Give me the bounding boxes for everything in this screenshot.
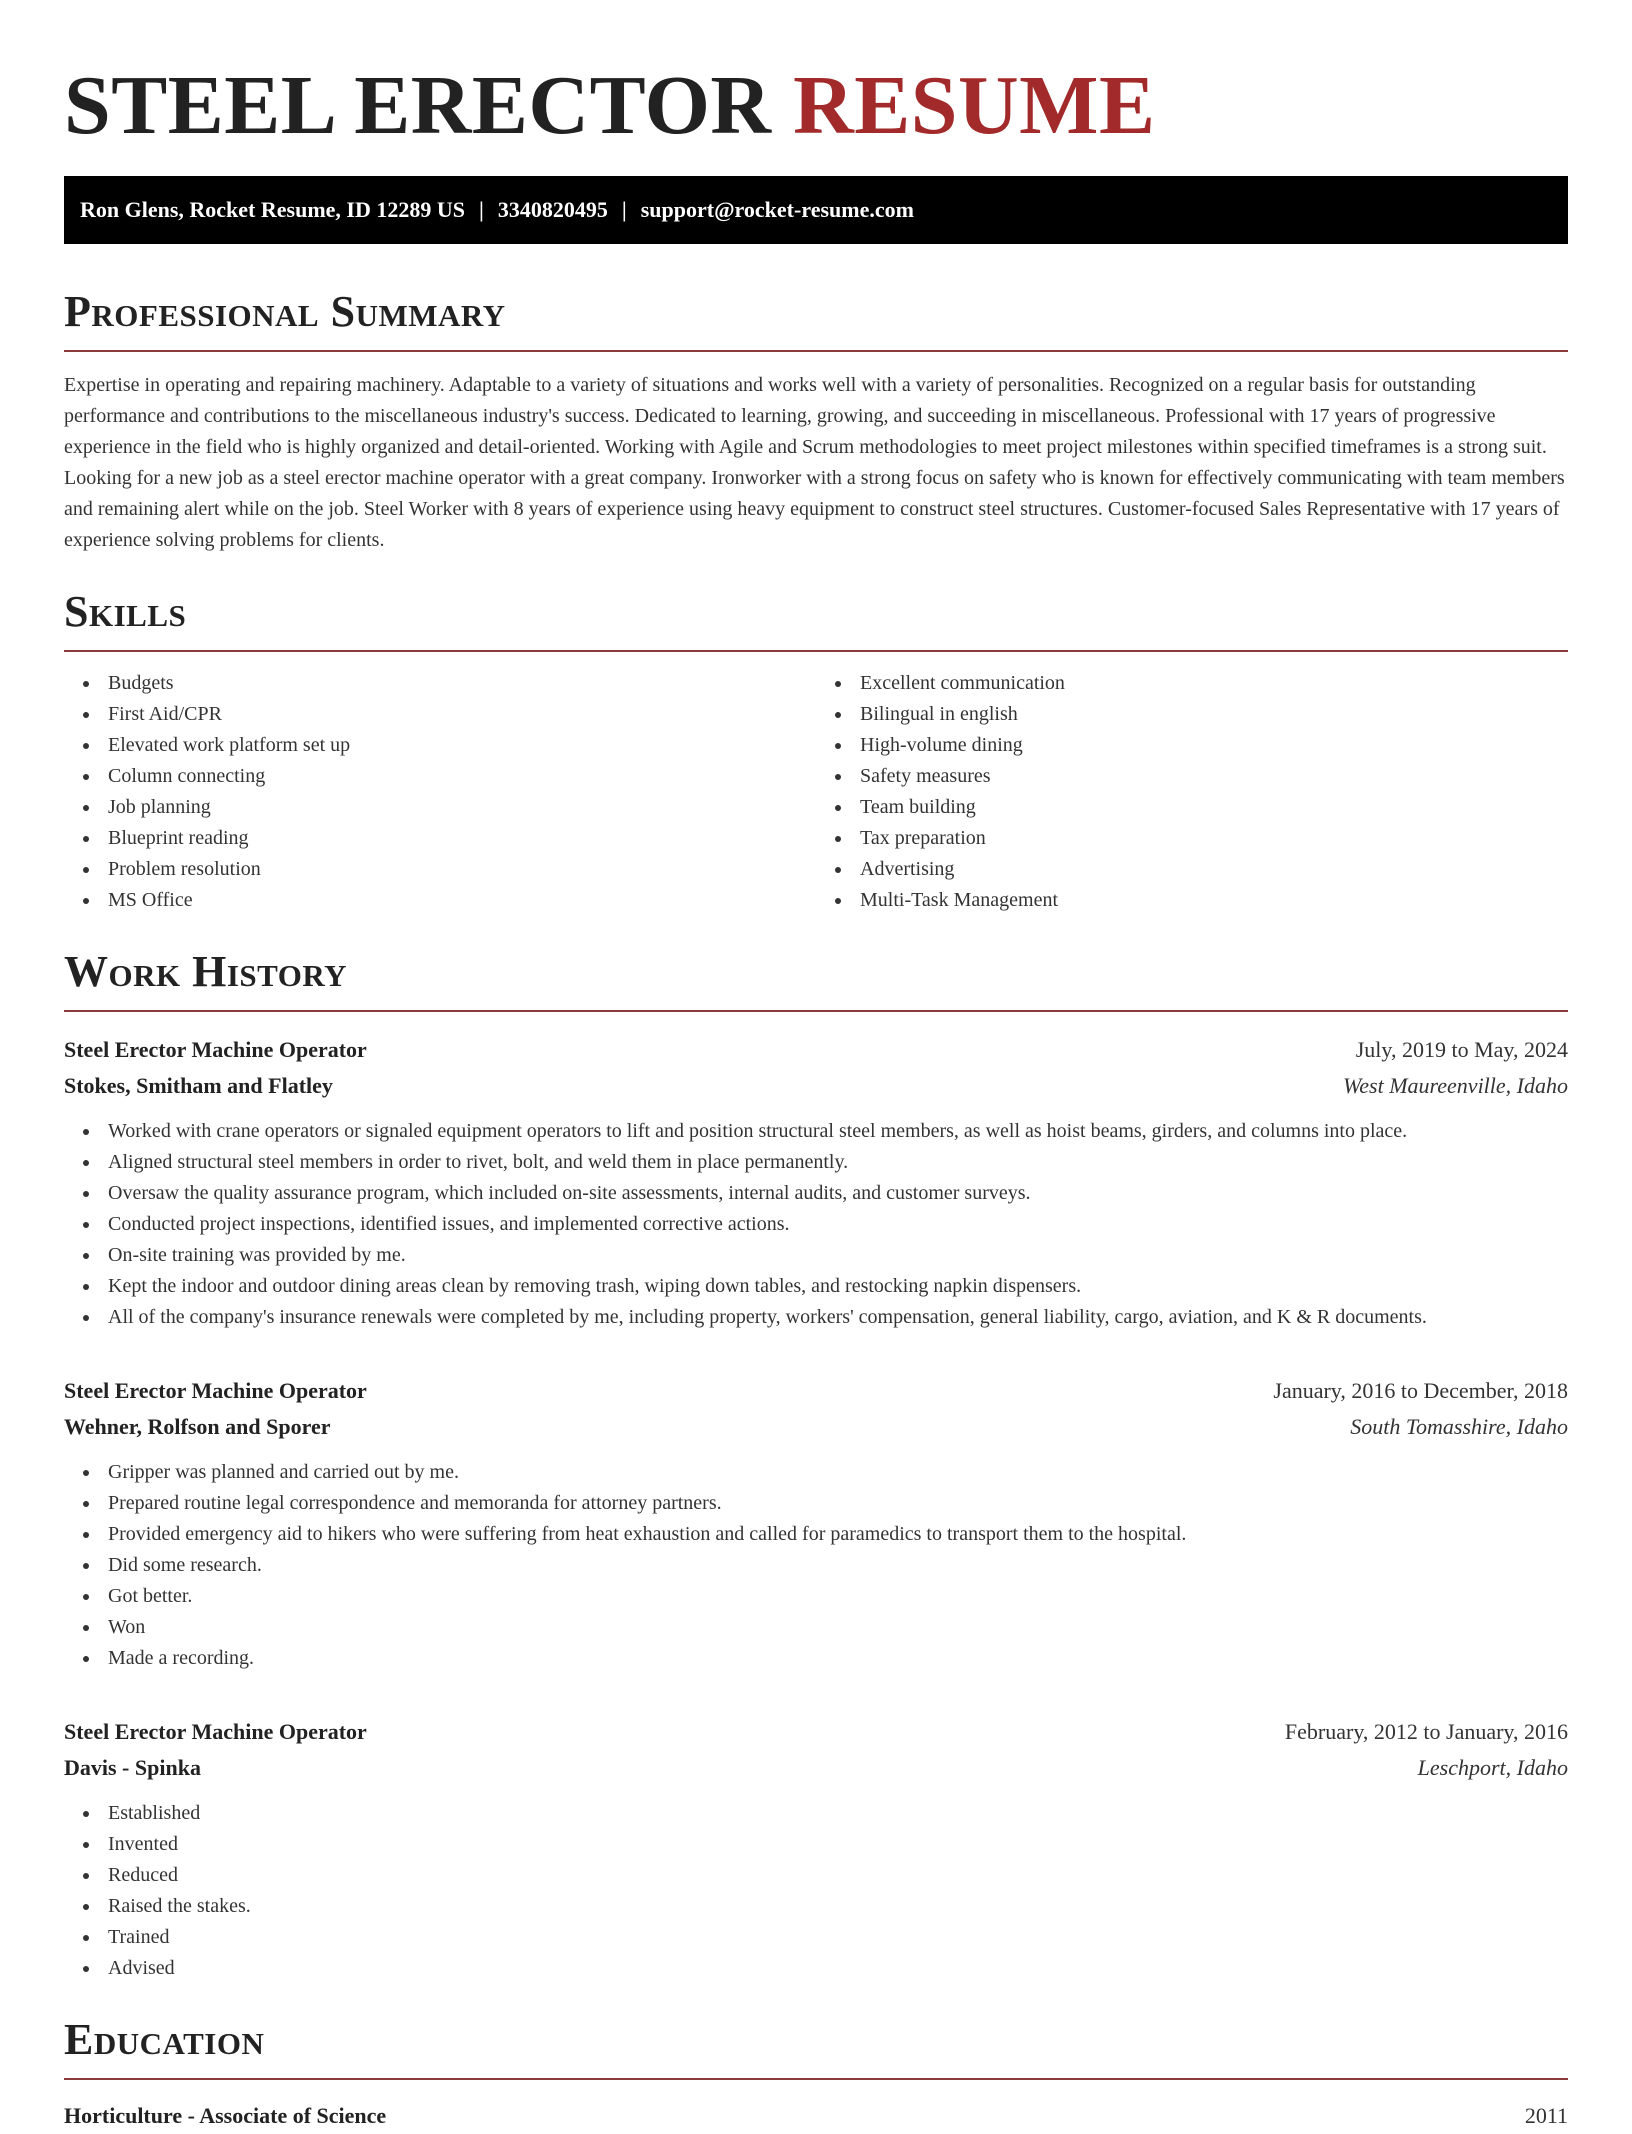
job-dates: January, 2016 to December, 2018 <box>1273 1378 1568 1403</box>
contact-email: support@rocket-resume.com <box>640 197 914 222</box>
summary-section <box>64 286 1568 556</box>
job-entry <box>64 1714 1568 1984</box>
job-duty: Conducted project inspections, identified issues, and implemented corrective actions. <box>64 1209 1568 1240</box>
skill-item: Advertising <box>816 854 1568 885</box>
job-dates: July, 2019 to May, 2024 <box>1355 1037 1568 1062</box>
job-duty: Won <box>64 1612 1568 1643</box>
job-duties-list <box>64 1457 1568 1674</box>
job-company-row <box>64 1409 1568 1445</box>
skill-item: Column connecting <box>64 761 816 792</box>
section-heading-skills: Skills <box>64 587 187 636</box>
skills-list-right <box>816 668 1568 916</box>
job-title: Steel Erector Machine Operator <box>64 1719 367 1744</box>
job-duties-list <box>64 1798 1568 1984</box>
job-company-row <box>64 1750 1568 1786</box>
skill-item: First Aid/CPR <box>64 699 816 730</box>
job-title: Steel Erector Machine Operator <box>64 1037 367 1062</box>
job-duty: Reduced <box>64 1860 1568 1891</box>
job-duty: Oversaw the quality assurance program, which included on-site assessments, internal audits, and customer surveys. <box>64 1178 1568 1209</box>
skill-item: Bilingual in english <box>816 699 1568 730</box>
job-company: Davis - Spinka <box>64 1755 201 1780</box>
contact-separator: | <box>621 197 627 222</box>
skill-item: Budgets <box>64 668 816 699</box>
skill-item: Multi-Task Management <box>816 885 1568 916</box>
resume-title <box>64 0 1568 156</box>
title-main: STEEL ERECTOR <box>64 59 772 152</box>
skill-item: Problem resolution <box>64 854 816 885</box>
job-entry <box>64 1373 1568 1674</box>
education-year: 2011 <box>1524 2103 1568 2128</box>
job-dates: February, 2012 to January, 2016 <box>1284 1719 1568 1744</box>
education-section <box>64 2014 1568 2134</box>
education-degree: Horticulture - Associate of Science <box>64 2103 387 2128</box>
job-duty: Trained <box>64 1922 1568 1953</box>
job-header-row <box>64 1714 1568 1750</box>
job-company: Wehner, Rolfson and Sporer <box>64 1414 331 1439</box>
summary-text: Expertise in operating and repairing machinery. Adaptable to a variety of situations and works well with a variety of personalities. Recognized on a regular basis for outstanding performance and contributions to the miscellaneous industry's success. Dedicated to learning, growing, and succeeding in miscellaneous. Professional with 17 years of progressive experience in the field who is highly organized and detail-oriented. Working with Agile and Scrum methodologies to meet project milestones within specified timeframes is a strong suit. Looking for a new job as a steel erector machine operator with a great company. Ironworker with a strong focus on safety who is known for effectively communicating with team members and remaining alert while on the job. Steel Worker with 8 years of experience using heavy equipment to construct steel structures. Customer-focused Sales Representative with 17 years of experience solving problems for clients. <box>64 374 1565 551</box>
section-divider <box>64 1010 1568 1012</box>
job-header-row <box>64 1373 1568 1409</box>
job-duty: Aligned structural steel members in order to rivet, bolt, and weld them in place permanently. <box>64 1147 1568 1178</box>
job-duty: Made a recording. <box>64 1643 1568 1674</box>
job-title: Steel Erector Machine Operator <box>64 1378 367 1403</box>
skills-grid <box>64 668 1568 916</box>
section-divider <box>64 2078 1568 2080</box>
section-heading-work-history: Work History <box>64 947 348 996</box>
job-duty: All of the company's insurance renewals were completed by me, including property, workers' compensation, general liability, cargo, aviation, and K & R documents. <box>64 1302 1568 1333</box>
job-location: South Tomasshire, Idaho <box>1350 1414 1568 1439</box>
skill-item: High-volume dining <box>816 730 1568 761</box>
contact-phone: 3340820495 <box>497 197 608 222</box>
work-history-section <box>64 946 1568 1984</box>
skill-item: MS Office <box>64 885 816 916</box>
skill-item: Job planning <box>64 792 816 823</box>
skills-list-left <box>64 668 816 916</box>
job-location: West Maureenville, Idaho <box>1342 1073 1568 1098</box>
skill-item: Blueprint reading <box>64 823 816 854</box>
job-header-row <box>64 1032 1568 1068</box>
job-duty: Got better. <box>64 1581 1568 1612</box>
job-duty: Worked with crane operators or signaled equipment operators to lift and position structural steel members, as well as hoist beams, girders, and columns into place. <box>64 1116 1568 1147</box>
skill-item: Tax preparation <box>816 823 1568 854</box>
skills-section <box>64 586 1568 916</box>
job-duty: Advised <box>64 1953 1568 1984</box>
skill-item: Excellent communication <box>816 668 1568 699</box>
job-duty: Prepared routine legal correspondence and memoranda for attorney partners. <box>64 1488 1568 1519</box>
skill-item: Elevated work platform set up <box>64 730 816 761</box>
education-entry <box>64 2098 1568 2134</box>
title-accent: RESUME <box>793 59 1156 152</box>
contact-bar <box>64 176 1568 244</box>
job-company: Stokes, Smitham and Flatley <box>64 1073 333 1098</box>
job-duty: Gripper was planned and carried out by me. <box>64 1457 1568 1488</box>
section-heading-summary: Professional Summary <box>64 287 506 336</box>
skill-item: Team building <box>816 792 1568 823</box>
job-duty: Established <box>64 1798 1568 1829</box>
job-duty: Provided emergency aid to hikers who were suffering from heat exhaustion and called for paramedics to transport them to the hospital. <box>64 1519 1568 1550</box>
job-duties-list <box>64 1116 1568 1333</box>
job-duty: On-site training was provided by me. <box>64 1240 1568 1271</box>
contact-separator: | <box>479 197 484 222</box>
contact-address: Ron Glens, Rocket Resume, ID 12289 US <box>80 197 465 222</box>
job-location: Leschport, Idaho <box>1417 1755 1568 1780</box>
job-duty: Raised the stakes. <box>64 1891 1568 1922</box>
section-heading-education: Education <box>64 2015 265 2064</box>
job-duty: Invented <box>64 1829 1568 1860</box>
section-divider <box>64 650 1568 652</box>
job-duty: Did some research. <box>64 1550 1568 1581</box>
job-duty: Kept the indoor and outdoor dining areas clean by removing trash, wiping down tables, and restocking napkin dispensers. <box>64 1271 1568 1302</box>
section-divider <box>64 350 1568 352</box>
job-entry <box>64 1032 1568 1333</box>
skill-item: Safety measures <box>816 761 1568 792</box>
job-company-row <box>64 1068 1568 1104</box>
